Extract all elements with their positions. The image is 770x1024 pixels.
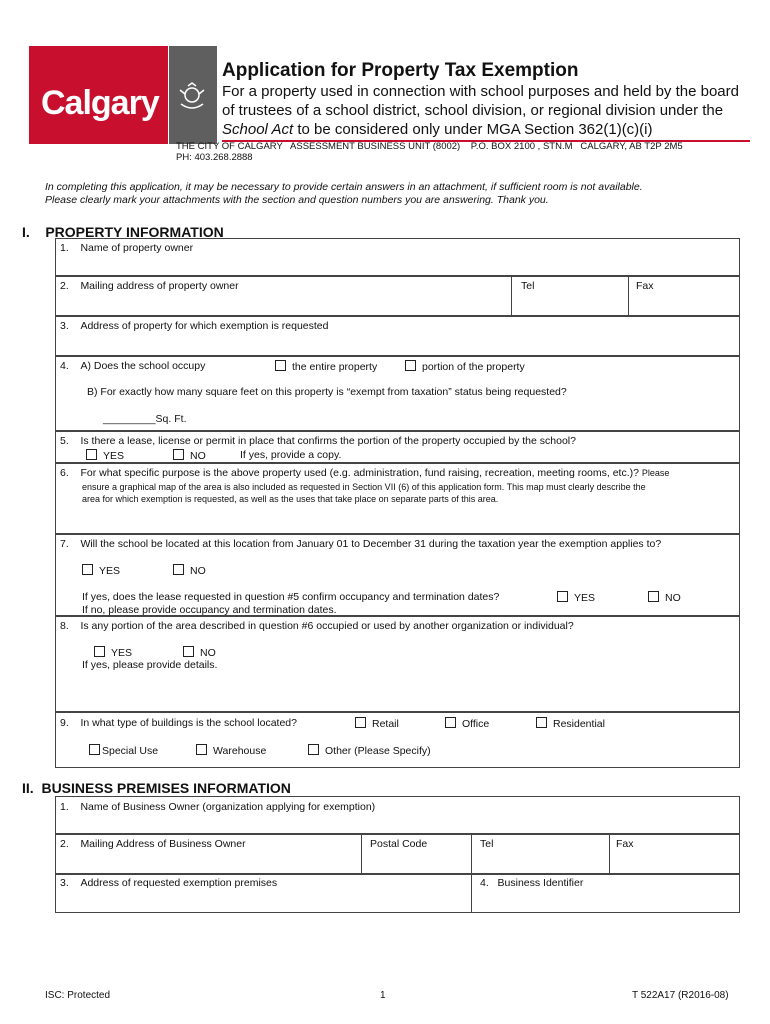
sqft-field[interactable]: _________Sq. Ft. (103, 413, 187, 425)
question-8[interactable]: 8. Is any portion of the area described in question #6 occupied or used by another organization or individual? YES NO If yes, please provide details. (55, 615, 740, 713)
office-address: THE CITY OF CALGARY ASSESSMENT BUSINESS UNIT (8002) P.O. BOX 2100 , STN.M CALGARY, AB T2P 2M5 PH: 403.268.2888 (176, 141, 683, 163)
field-property-address[interactable]: 3. Address of property for which exemption is requested (55, 315, 740, 357)
field-business-mailing-address[interactable]: 2. Mailing Address of Business Owner Postal Code Tel Fax (55, 833, 740, 875)
q6-note-line2: ensure a graphical map of the area is also included as requested in Section VII (6) of this application form. This map must clearly describe the (82, 482, 646, 492)
field-exemption-premises[interactable]: 3. Address of requested exemption premises 4. Business Identifier (55, 873, 740, 913)
page-subtitle: For a property used in connection with school purposes and held by the board of trustees of a school district, school division, or regional division under the School Act to be considered only under MGA Section 362(1)(c)(i) (222, 83, 739, 138)
instructions: In completing this application, it may be necessary to provide certain answers in an attachment, if sufficient room is not available. Please clearly mark your attachments with the section and question numbers you are answering. Thank you. (45, 181, 643, 206)
form-number: T 522A17 (R2016-08) (632, 990, 729, 1001)
footer-classification: ISC: Protected (45, 990, 111, 1001)
checkbox-portion-property[interactable]: portion of the property (405, 360, 525, 373)
business-identifier-label: 4. Business Identifier (480, 877, 584, 889)
city-crest-icon (177, 82, 207, 112)
field-owner-mailing-address[interactable]: 2. Mailing address of property owner Tel Fax (55, 275, 740, 317)
q7-yes-checkbox[interactable]: YES (82, 564, 120, 577)
q7-follow-no-checkbox[interactable]: NO (648, 591, 681, 604)
section-2-heading: II. BUSINESS PREMISES INFORMATION (22, 780, 291, 796)
postal-code-label: Postal Code (370, 838, 428, 850)
question-4: 4. A) Does the school occupy the entire property portion of the property B) For exactly how many square feet on this property is “exempt from taxation” status being requested? _________Sq. Ft. (55, 355, 740, 432)
q7-follow-yes-checkbox[interactable]: YES (557, 591, 595, 604)
question-9: 9. In what type of buildings is the school located? Retail Office Residential Special Use Warehouse Other (Please Specify) (55, 711, 740, 768)
question-5: 5. Is there a lease, license or permit in place that confirms the portion of the property occupied by the school? YES NO If yes, provide a copy. (55, 430, 740, 464)
question-6[interactable]: 6. For what specific purpose is the above property used (e.g. administration, fund raising, recreation, meeting rooms, etc.)? Please ensure a graphical map of the area is also included as requested in Section VII (6) of this application form. This map must clearly describe the area for which exemption is requested, as well as the uses that take place on separate parts of this area. (55, 462, 740, 535)
q5-no-checkbox[interactable]: NO (173, 449, 206, 462)
checkbox-retail[interactable]: Retail (355, 717, 399, 730)
q7-no-checkbox[interactable]: NO (173, 564, 206, 577)
calgary-logo (29, 46, 217, 144)
checkbox-other[interactable]: Other (Please Specify) (308, 744, 431, 757)
logo-wordmark: Calgary (41, 84, 159, 122)
logo-red-panel (29, 46, 168, 144)
checkbox-office[interactable]: Office (445, 717, 489, 730)
checkbox-warehouse[interactable]: Warehouse (196, 744, 266, 757)
q8-follow-up: If yes, please provide details. (82, 659, 218, 671)
field-property-owner[interactable]: 1. Name of property owner (55, 238, 740, 277)
field-business-owner[interactable]: 1. Name of Business Owner (organization applying for exemption) (55, 796, 740, 835)
q7-follow-up-2: If no, please provide occupancy and termination dates. (82, 604, 337, 616)
fax-label: Fax (636, 280, 654, 292)
q7-follow-up: If yes, does the lease requested in question #5 confirm occupancy and termination dates? (82, 591, 500, 603)
tel-label-2: Tel (480, 838, 494, 850)
checkbox-residential[interactable]: Residential (536, 717, 605, 730)
fax-label-2: Fax (616, 838, 634, 850)
checkbox-special-use[interactable]: Special Use (89, 744, 158, 757)
question-4b-text: B) For exactly how many square feet on this property is “exempt from taxation” status being requested? (87, 386, 567, 398)
q5-yes-checkbox[interactable]: YES (86, 449, 124, 462)
section-1-heading: I. PROPERTY INFORMATION (22, 224, 224, 240)
q8-no-checkbox[interactable]: NO (183, 646, 216, 659)
question-7: 7. Will the school be located at this location from January 01 to December 31 during the taxation year the exemption applies to? YES NO If yes, does the lease requested in question #5 confirm occupancy and termination dates? YES NO If no, please provide occupancy and termination dates. (55, 533, 740, 617)
q6-note-line3: area for which exemption is requested, as well as the uses that take place on separate parts of this area. (82, 494, 499, 504)
checkbox-entire-property[interactable]: the entire property (275, 360, 377, 373)
q8-yes-checkbox[interactable]: YES (94, 646, 132, 659)
logo-grey-panel (169, 46, 217, 144)
page-title: Application for Property Tax Exemption (222, 60, 579, 81)
q5-note: If yes, provide a copy. (240, 449, 342, 461)
page-number: 1 (380, 990, 386, 1001)
tel-label: Tel (521, 280, 535, 292)
